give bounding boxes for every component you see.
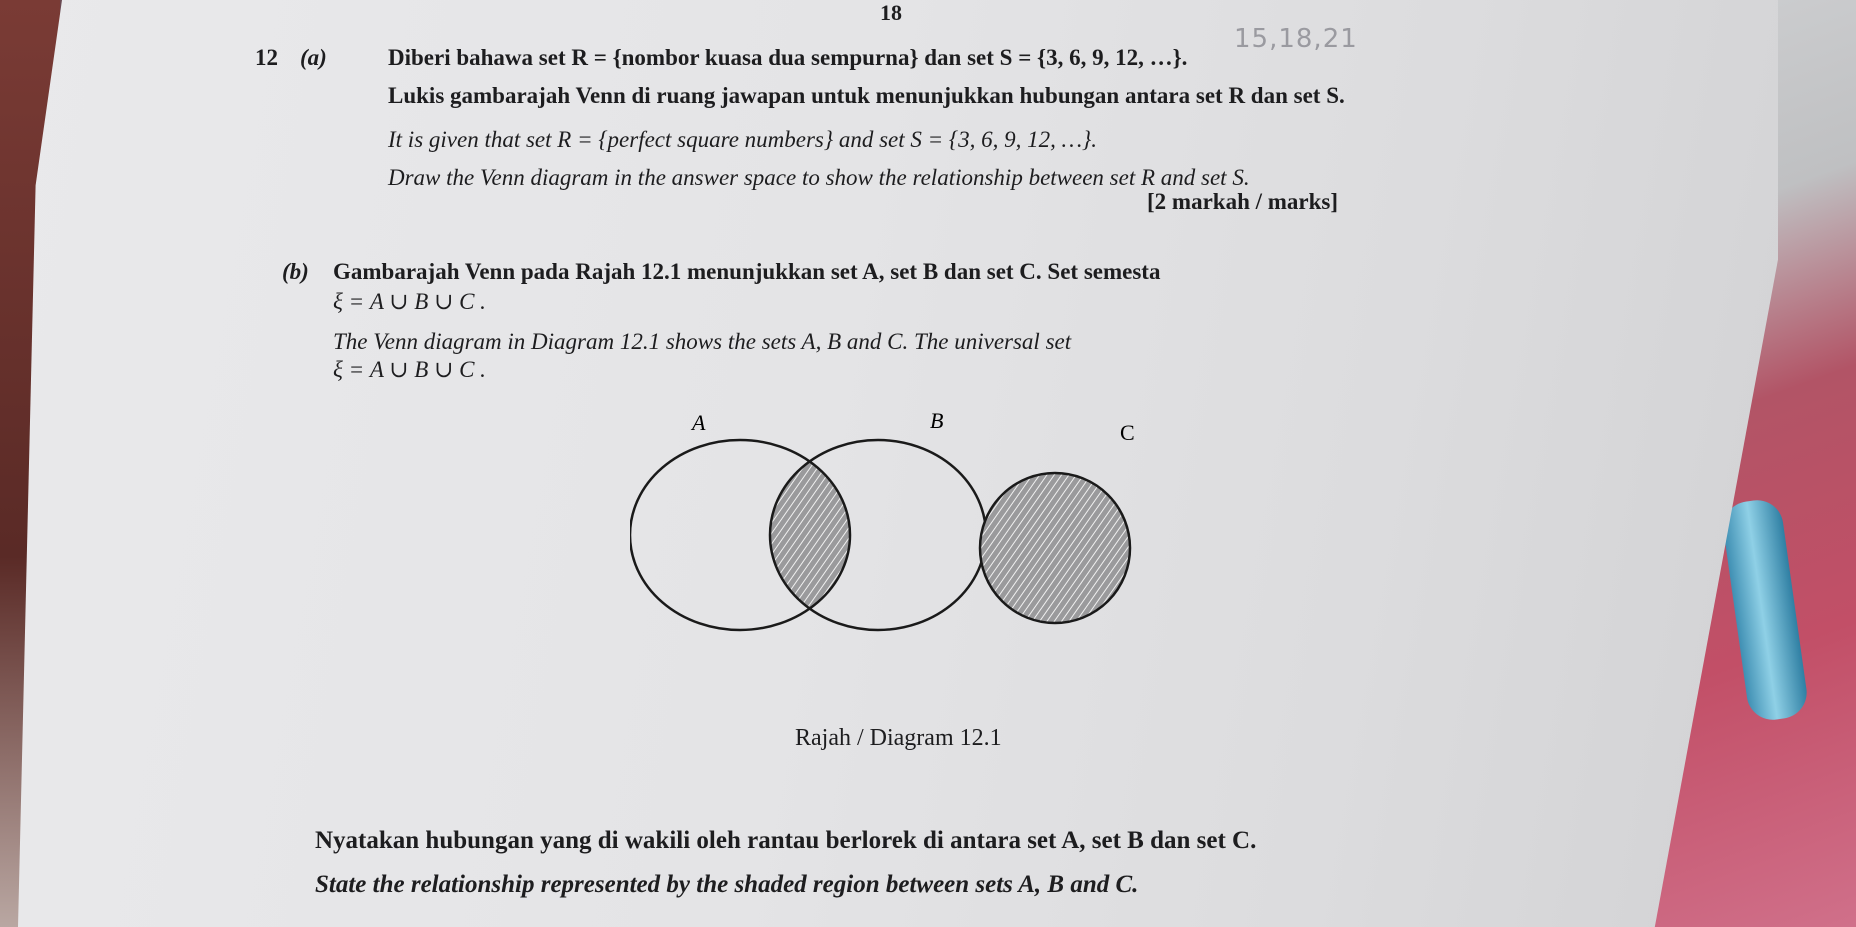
- label-set-c: C: [1120, 420, 1135, 445]
- part-a-label: (a): [300, 45, 327, 70]
- part-a-english-line-2: Draw the Venn diagram in the answer space to show the relationship between set R and set S.: [388, 165, 1250, 190]
- part-a-marks: [2 markah / marks]: [1147, 189, 1339, 214]
- part-a-malay-line-2: Lukis gambarajah Venn di ruang jawapan untuk menunjukkan hubungan antara set R dan set S.: [388, 83, 1345, 108]
- part-a-english-line-1: It is given that set R = {perfect square numbers} and set S = {3, 6, 9, 12, …}.: [388, 127, 1097, 152]
- diagram-caption: Rajah / Diagram 12.1: [795, 725, 1002, 751]
- part-b-english-question: State the relationship represented by the shaded region between sets A, B and C.: [315, 871, 1139, 898]
- question-number: 12: [255, 45, 278, 70]
- part-a-malay-line-1: Diberi bahawa set R = {nombor kuasa dua sempurna} dan set S = {3, 6, 9, 12, …}.: [388, 45, 1188, 70]
- label-set-a: A: [692, 410, 706, 435]
- part-b-malay-line-2: ξ = A ∪ B ∪ C .: [333, 289, 486, 314]
- part-b-label: (b): [282, 259, 309, 284]
- part-b-english-line-1: The Venn diagram in Diagram 12.1 shows the sets A, B and C. The universal set: [333, 329, 1072, 354]
- page-number: 18: [880, 0, 902, 25]
- part-b-english-line-2: ξ = A ∪ B ∪ C .: [333, 357, 486, 382]
- venn-diagram: [630, 400, 1150, 720]
- part-b-malay-line-1: Gambarajah Venn pada Rajah 12.1 menunjukkan set A, set B dan set C. Set semesta: [333, 259, 1161, 284]
- set-c-circle-shaded: [980, 473, 1130, 623]
- handwritten-note: 15,18,21: [1234, 24, 1358, 54]
- label-set-b: B: [930, 408, 944, 433]
- part-b-malay-question: Nyatakan hubungan yang di wakili oleh rantau berlorek di antara set A, set B dan set C.: [315, 827, 1257, 854]
